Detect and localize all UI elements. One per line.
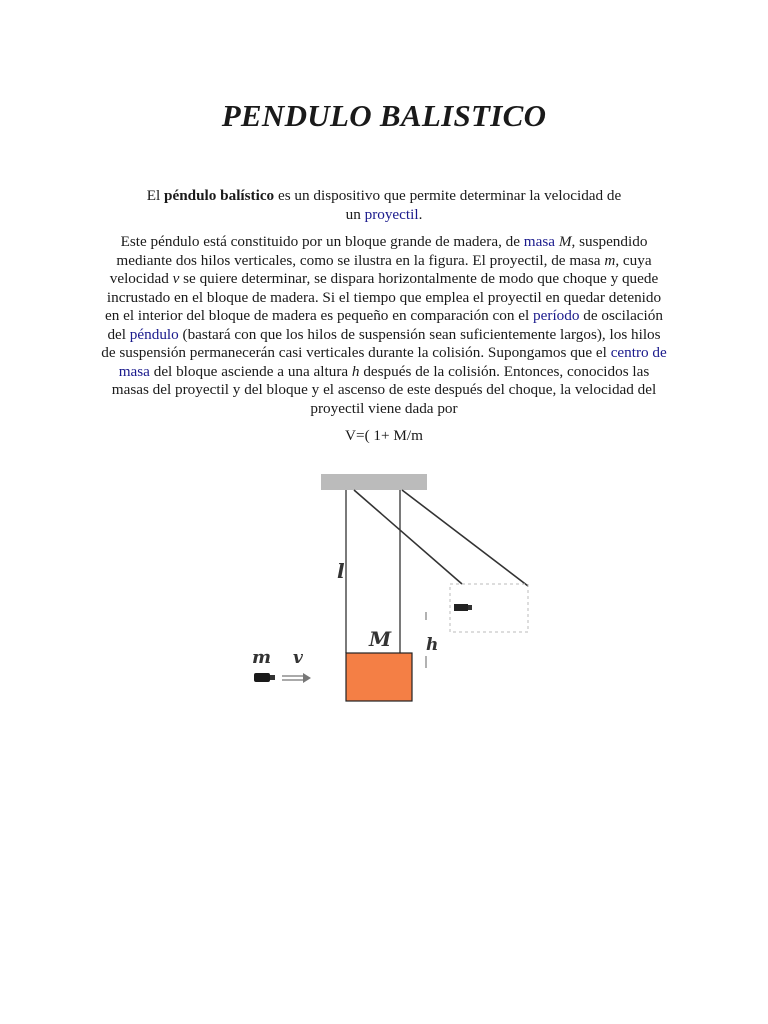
intro-text: un: [345, 205, 365, 223]
label-h: h: [426, 635, 439, 655]
body-text: Este péndulo está constituido por un bloque grande de madera, de: [120, 233, 524, 250]
label-m: m: [252, 647, 272, 668]
var-M: M: [558, 233, 572, 250]
page-title: PENDULO BALISTICO: [221, 98, 547, 133]
link-masa[interactable]: masa: [523, 233, 556, 250]
ballistic-pendulum-figure: [240, 470, 540, 710]
body-text: se quiere determinar, se dispara horizontalmente de modo que choque y quede incrustado en el bloque de madera. Si el tiempo que emplea el proyectil en quedar detenido en el interior del bloque de madera es pequeño en comparación con el: [105, 270, 662, 324]
wood-block: [346, 653, 412, 701]
velocity-formula: V=( 1+ M/m: [345, 427, 423, 444]
intro-paragraph: [100, 187, 668, 224]
var-h: h: [351, 362, 360, 380]
label-l: l: [337, 559, 345, 583]
link-pendulo[interactable]: péndulo: [129, 325, 179, 343]
label-M: M: [369, 627, 392, 651]
body-text: , cuya velocidad: [109, 251, 652, 287]
body-paragraph: [100, 233, 668, 418]
projectile-tip: [270, 675, 275, 680]
embedded-projectile-tip: [468, 605, 472, 610]
velocity-arrow-head: [303, 673, 311, 683]
projectile: [254, 673, 270, 682]
body-text: después de la colisión. Entonces, conocidos las masas del proyectil y del bloque y el ascenso de este después del choque, la velocidad del proyectil viene dada por: [111, 362, 657, 417]
body-text: (bastará con que los hilos de suspensión sean suficientemente largos), los hilos de suspensión permanecerán casi verticales durante la colisión. Supongamos que el: [101, 325, 661, 361]
string-swung-left: [354, 490, 462, 584]
ceiling-support: [321, 474, 427, 490]
embedded-projectile: [454, 604, 468, 611]
link-proyectil[interactable]: proyectil: [364, 205, 419, 223]
body-text: del bloque asciende a una altura: [149, 362, 352, 380]
link-centro-de-masa[interactable]: centro de masa: [118, 344, 667, 380]
var-m: m: [604, 251, 616, 269]
intro-text: El: [146, 187, 165, 204]
body-text: , suspendido mediante dos hilos verticales, como se ilustra en la figura. El proyectil, de masa: [116, 233, 648, 269]
body-text: de oscilación del: [107, 307, 663, 343]
label-v: v: [293, 648, 303, 668]
string-swung-right: [402, 490, 528, 586]
term-pendulo-balistico: péndulo balístico: [164, 187, 275, 204]
var-v: v: [172, 270, 180, 287]
intro-text: .: [418, 205, 423, 223]
link-periodo[interactable]: período: [533, 307, 580, 324]
intro-text: es un dispositivo que permite determinar la velocidad de: [274, 187, 622, 204]
